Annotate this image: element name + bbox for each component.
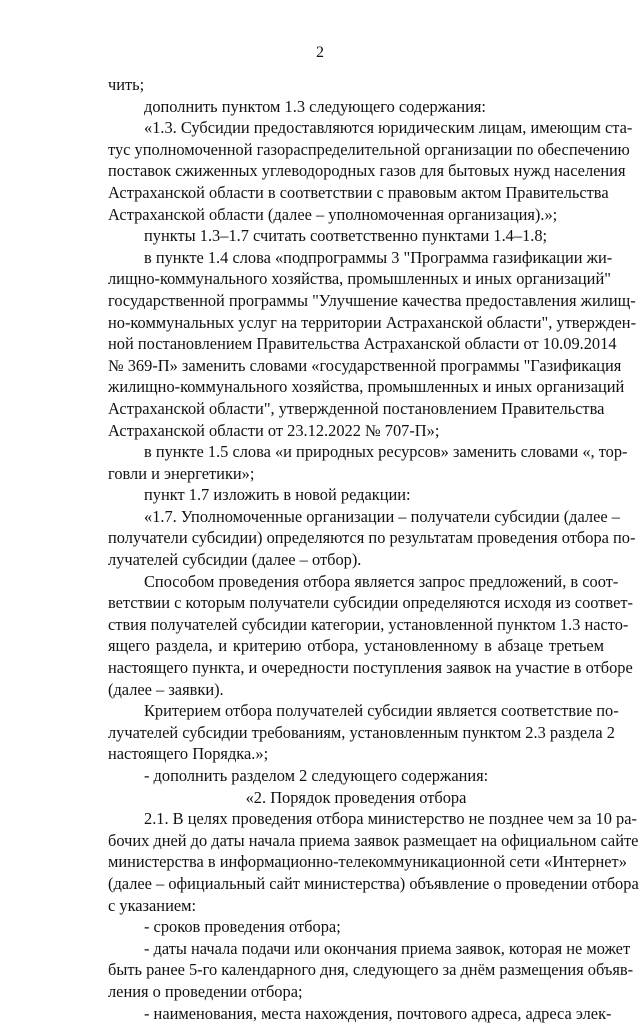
text-line: ной постановлением Правительства Астраханской области от 10.09.2014 — [108, 334, 617, 354]
text-line: «1.3. Субсидии предоставляются юридическим лицам, имеющим ста- — [144, 118, 633, 138]
text-line: государственной программы "Улучшение качества предоставления жилищ- — [108, 290, 636, 310]
text-line: тус уполномоченной газораспределительной организации по обеспечению — [108, 139, 630, 159]
text-line: - дополнить разделом 2 следующего содержания: — [144, 766, 489, 785]
text-line: поставок сжиженных углеводородных газов для бытовых нужд населения — [108, 161, 626, 181]
text-line: пункты 1.3–1.7 считать соответственно пунктами 1.4–1.8; — [144, 226, 548, 246]
text-line: пункт 1.7 изложить в новой редакции: — [144, 485, 411, 505]
text-line: жилищно-коммунального хозяйства, промышленных и иных организаций — [108, 377, 625, 397]
text-line: настоящего пункта, и очередности поступления заявок на участие в отборе — [108, 658, 633, 678]
text-line: лучателей субсидии требованиям, установленным пунктом 2.3 раздела 2 — [108, 722, 615, 742]
text-line: чить; — [108, 75, 145, 94]
text-line: Астраханской области", утвержденной постановлением Правительства — [108, 398, 605, 418]
text-line: (далее – заявки). — [108, 679, 224, 699]
text-line: № 369-П» заменить словами «государственной программы "Газификация — [108, 355, 622, 375]
text-line: лучателей субсидии (далее – отбор). — [108, 550, 362, 570]
text-line: Критерием отбора получателей субсидии является соответствие по- — [144, 701, 619, 721]
text-line: Астраханской области (далее – уполномоченная организация).»; — [108, 204, 558, 224]
text-line: - наименования, места нахождения, почтового адреса, адреса элек- — [144, 1003, 612, 1023]
text-line: Астраханской области от 23.12.2022 № 707-П»; — [108, 420, 440, 440]
text-line: бочих дней до даты начала приема заявок размещает на официальном сайте — [108, 830, 639, 850]
text-line: получатели субсидии) определяются по результатам проведения отбора по- — [108, 528, 636, 548]
page-number: 2 — [316, 44, 324, 61]
text-line: лищно-коммунального хозяйства, промышленных и иных организаций" — [108, 269, 611, 289]
text-line: «2. Порядок проведения отбора — [245, 787, 467, 807]
text-line: министерства в информационно-телекоммуникационной сети «Интернет» — [108, 852, 627, 872]
text-line: Способом проведения отбора является запрос предложений, в соот- — [144, 571, 619, 591]
text-line: дополнить пунктом 1.3 следующего содержания: — [144, 96, 486, 116]
text-line: быть ранее 5-го календарного дня, следующего за днём размещения объяв- — [108, 960, 634, 980]
text-line: - сроков проведения отбора; — [144, 917, 341, 937]
text-line: с указанием: — [108, 895, 197, 915]
text-line: ления о проведении отбора; — [108, 981, 303, 1001]
text-line: «1.7. Уполномоченные организации – получатели субсидии (далее – — [144, 506, 620, 526]
text-line: Астраханской области в соответствии с правовым актом Правительства — [108, 182, 609, 202]
text-line: ветствии с которым получатели субсидии определяются исходя из соответ- — [108, 593, 633, 613]
text-line: ящего раздела, и критерию отбора, установленному в абзаце третьем — [108, 636, 604, 656]
text-line: в пункте 1.4 слова «подпрограммы 3 "Программа газификации жи- — [144, 247, 613, 267]
text-line: говли и энергетики»; — [108, 463, 255, 483]
text-line: - даты начала подачи или окончания приема заявок, которая не может — [144, 938, 631, 958]
text-line: 2.1. В целях проведения отбора министерство не позднее чем за 10 ра- — [144, 809, 637, 829]
text-line: но-коммунальных услуг на территории Астраханской области", утвержден- — [108, 312, 637, 332]
text-line: (далее – официальный сайт министерства) объявление о проведении отбора — [108, 873, 639, 893]
text-line: настоящего Порядка.»; — [108, 744, 269, 764]
document-body — [108, 74, 639, 1024]
text-line: в пункте 1.5 слова «и природных ресурсов» заменить словами «, тор- — [144, 442, 628, 462]
text-line: ствия получателей субсидии категории, установленной пунктом 1.3 насто- — [108, 614, 629, 634]
